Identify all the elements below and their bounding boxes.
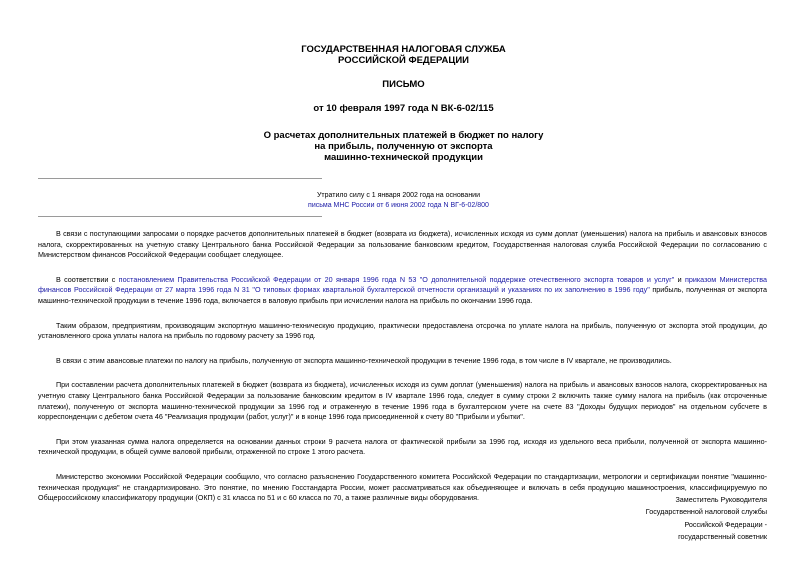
paragraph-1: В связи с поступающими запросами о порядке расчетов дополнительных платежей в бюджет (возврата из бюджета), исчисленных исходя из сумм доплат (уменьшения) налога на прибыль и авансовых взносов налога, скорректированных на учетную ставку Центрального банка Российской Федерации за пользование банковским кредитом, Государственная налоговая служба Российской Федерации по согласованию с Министерством финансов Российской Федерации сообщает следующее.: [38, 229, 767, 260]
document-title-line1: О расчетах дополнительных платежей в бюджет по налогу: [263, 130, 544, 141]
paragraph-7: Министерство экономики Российской Федерации сообщило, что согласно разъяснению Государственного комитета Российской Федерации по стандартизации, метрологии и сертификации понятие "машинно-техническая продукция" не стандартизировано. Это понятие, по мнению Госстандарта России, может рассматриваться как объединяющее и включать в себя продукцию машиностроения, классифицируемую по Общероссийскому классификатору продукции (ОКП) с 31 класса по 51 и с 60 класса по 70, а также различные виды оборудования.: [38, 471, 767, 503]
agency-name-line2: РОССИЙСКОЙ ФЕДЕРАЦИИ: [337, 55, 469, 66]
paragraph-4: В связи с этим авансовые платежи по налогу на прибыль, полученную от экспорта машинно-технической продукции в течение 1996 года, в том числе в IV квартале, не производились.: [56, 355, 672, 365]
document-date-number: от 10 февраля 1997 года N ВК-6-02/115: [313, 103, 494, 114]
document-type: ПИСЬМО: [382, 79, 425, 90]
paragraph-6: При этом указанная сумма налога определяется на основании данных строки 9 расчета налога от фактической прибыли за 1996 год, исходя из удельного веса прибыли, полученной от экспорта машинно-технической продукции, в общей сумме валовой прибыли, отраженной по строке 1 этого расчета.: [38, 436, 767, 457]
document-header: [0, 44, 807, 163]
paragraph-2-text-b: и: [674, 274, 685, 284]
expiration-notice: [0, 191, 797, 211]
government-decree-link[interactable]: постановлением Правительства Российской Федерации от 20 января 1996 года N 53 "О дополнительной поддержке отечественного экспорта товаров и услуг": [118, 274, 675, 284]
signature-line2: Государственной налоговой службы: [645, 507, 767, 517]
paragraph-2-text-c: прибыль, полученная от экспорта машинно-технической продукции в течение 1996 года, включается в валовую прибыль при исчислении налога на прибыль по окончании 1996 года.: [38, 285, 767, 305]
bottom-divider: [38, 216, 322, 217]
paragraph-2-text-a: В соответствии с: [56, 274, 119, 284]
signature-line1: Заместитель Руководителя: [675, 495, 767, 504]
expiration-text: Утратило силу с 1 января 2002 года на основании: [316, 192, 481, 199]
paragraph-5: При составлении расчета дополнительных платежей в бюджет (возврата из бюджета), исчисленных исходя из сумм доплат (уменьшения) налога на прибыль и авансовых взносов налога, скорректированных на учетную ставку Центрального банка Российской Федерации за пользование банковским кредитом в IV квартале 1996 года, следует в сумму строки 2 включить также сумму налога на прибыль (как отсроченные платежи), полученную от экспорта машинно-технической продукции за 1996 год и отраженную в течение 1996 года в бухгалтерском учете на счете 83 "Доходы будущих периодов" на отдельном субсчете в корреспонденции с дебетом счета 46 "Реализация продукции (работ, услуг)" и в конце 1996 года присоединенной к счету 80 "Прибыли и убытки".: [38, 380, 767, 422]
paragraph-2: [38, 275, 767, 307]
document-title-line3: машинно-технической продукции: [324, 152, 483, 163]
expiration-source-link[interactable]: письма МНС России от 6 июня 2002 года N ВГ-6-02/800: [308, 202, 489, 209]
signature-line3: Российской Федерации -: [684, 519, 767, 529]
document-title-line2: на прибыль, полученную от экспорта: [314, 141, 493, 152]
paragraph-3: Таким образом, предприятиям, производящим экспортную машинно-техническую продукцию, практически предоставлена отсрочка по уплате налога на прибыль, полученную от экспорта этой продукции, до установленного срока уплаты налога на прибыль по годовому расчету за 1996 год.: [38, 320, 767, 341]
signature-block: [646, 494, 767, 544]
finance-ministry-order-link[interactable]: приказом Министерства финансов Российской Федерации от 27 марта 1996 года N 31 "О типовых формах квартальной бухгалтерской отчетности организаций и указаниях по их заполнению в 1996 году": [38, 274, 767, 295]
signature-line4: государственный советник: [678, 532, 767, 542]
agency-name-line1: ГОСУДАРСТВЕННАЯ НАЛОГОВАЯ СЛУЖБА: [301, 44, 506, 55]
document-body: [38, 229, 767, 518]
top-divider: [38, 178, 322, 179]
